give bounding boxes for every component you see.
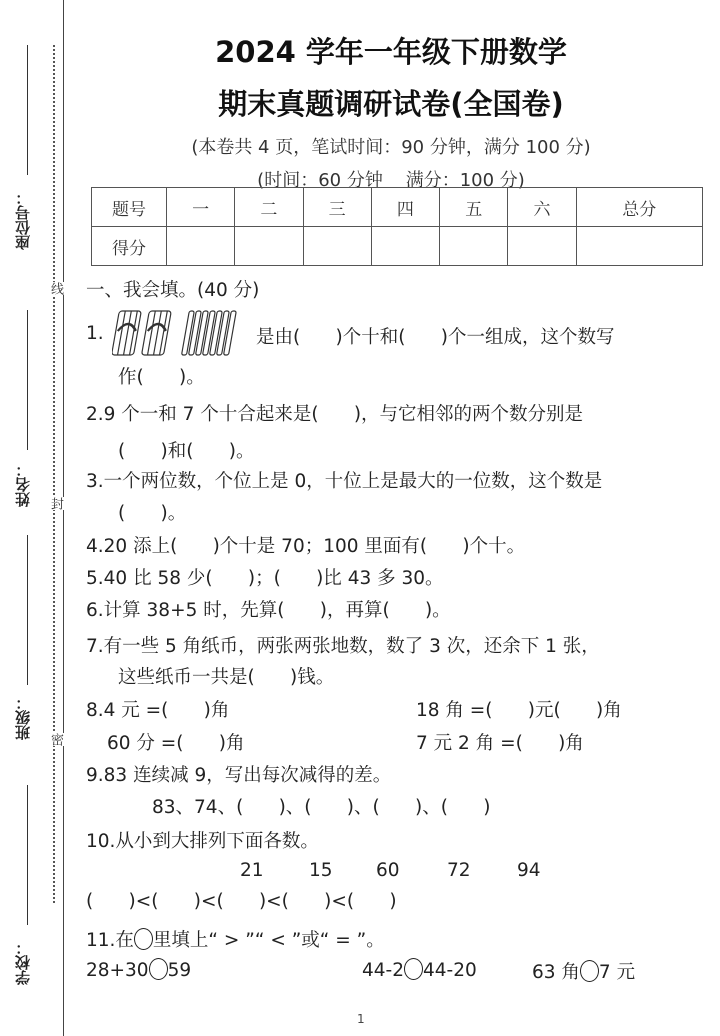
- score-input-cell[interactable]: [576, 227, 702, 266]
- q11-instruction: 里填上“ > ”“ < ”或“ = ”。: [152, 930, 385, 951]
- exam-info-2: (时间：60 分钟 满分：100 分): [257, 170, 525, 191]
- score-input-cell[interactable]: [167, 227, 235, 266]
- table-cell: 二: [235, 188, 303, 227]
- expression-right: 44-20: [423, 960, 477, 981]
- bundled-sticks-icon: [112, 307, 254, 359]
- name-label: 姓名：: [14, 462, 32, 507]
- expression-left: 28+30: [86, 960, 149, 981]
- q1-text: 是由( )个十和( )个一组成，这个数写: [256, 327, 615, 348]
- q8-part-c: 60 分 =( )角: [107, 733, 245, 754]
- circle-icon: [134, 928, 153, 950]
- expression-left: 44-2: [362, 960, 404, 981]
- table-cell: 总分: [576, 188, 702, 227]
- q7-continued: 这些纸币一共是( )钱。: [118, 667, 335, 688]
- q1-continued: 作( )。: [118, 367, 205, 388]
- q11-item: [86, 958, 191, 981]
- table-cell: 得分: [92, 227, 167, 266]
- expression-left: 63 角: [532, 962, 580, 983]
- class-underline: [27, 535, 28, 685]
- table-cell: 四: [371, 188, 439, 227]
- class-label: 班级：: [14, 695, 32, 740]
- table-row: [92, 188, 703, 227]
- table-cell: 三: [303, 188, 371, 227]
- q10-number: 21: [240, 860, 264, 881]
- q10-number: 15: [309, 860, 333, 881]
- q10-number: 94: [517, 860, 541, 881]
- seal-char-line: 线: [48, 282, 63, 295]
- q5-text: 5.40 比 58 少( )；( )比 43 多 30。: [86, 568, 444, 589]
- title-line-2: 期末真题调研试卷(全国卷): [218, 87, 564, 121]
- table-row: [92, 227, 703, 266]
- score-input-cell[interactable]: [371, 227, 439, 266]
- table-cell: 六: [508, 188, 576, 227]
- table-cell: 一: [167, 188, 235, 227]
- q7-text: 7.有一些 5 角纸币，两张两张地数，数了 3 次，还余下 1 张，: [86, 636, 600, 657]
- q11-item: [362, 958, 477, 981]
- expression-right: 59: [167, 960, 192, 981]
- compare-circle[interactable]: [149, 958, 168, 980]
- title-line-1: 2024 学年一年级下册数学: [215, 35, 567, 69]
- q11-prefix: 11.在: [86, 930, 134, 951]
- name-underline: [27, 310, 28, 450]
- q8-part-d: 7 元 2 角 =( )角: [416, 733, 584, 754]
- q2-text: 2.9 个一和 7 个十合起来是( )，与它相邻的两个数分别是: [86, 404, 584, 425]
- table-cell: 五: [440, 188, 508, 227]
- q10-blanks: ( )<( )<( )<( )<( ): [86, 891, 397, 912]
- exam-info-1: (本卷共 4 页，笔试时间：90 分钟，满分 100 分): [191, 137, 591, 158]
- score-table: [91, 187, 703, 266]
- q3-continued: ( )。: [118, 503, 187, 524]
- seal-char-secret: 密: [48, 733, 63, 746]
- q10-number: 72: [447, 860, 471, 881]
- q3-text: 3.一个两位数，个位上是 0，十位上是最大的一位数，这个数是: [86, 471, 603, 492]
- expression-right: 7 元: [598, 962, 636, 983]
- compare-circle[interactable]: [404, 958, 423, 980]
- section-heading: 一、我会填。(40 分): [86, 280, 260, 301]
- school-label: 学校：: [14, 940, 32, 985]
- school-underline: [27, 785, 28, 925]
- score-input-cell[interactable]: [303, 227, 371, 266]
- q10-number: 60: [376, 860, 400, 881]
- q1-number: 1.: [86, 323, 104, 344]
- score-input-cell[interactable]: [440, 227, 508, 266]
- score-input-cell[interactable]: [508, 227, 576, 266]
- q8-part-b: 18 角 =( )元( )角: [416, 700, 622, 721]
- q9-sequence: 83、74、( )、( )、( )、( ): [152, 797, 491, 818]
- q4-text: 4.20 添上( )个十是 70；100 里面有( )个十。: [86, 536, 526, 557]
- page-number: 1: [357, 1012, 365, 1026]
- q11-text: [86, 926, 385, 952]
- table-cell: 题号: [92, 188, 167, 227]
- seal-char-seal: 封: [48, 497, 63, 510]
- q9-text: 9.83 连续减 9，写出每次减得的差。: [86, 765, 392, 786]
- compare-circle[interactable]: [580, 960, 599, 982]
- q11-item: [532, 958, 635, 984]
- q8-part-a: 8.4 元 =( )角: [86, 700, 230, 721]
- score-input-cell[interactable]: [235, 227, 303, 266]
- q10-text: 10.从小到大排列下面各数。: [86, 831, 319, 852]
- q2-continued: ( )和( )。: [118, 441, 255, 462]
- q6-text: 6.计算 38+5 时，先算( )，再算( )。: [86, 600, 451, 621]
- seat-number-label: 座位号：: [14, 190, 32, 250]
